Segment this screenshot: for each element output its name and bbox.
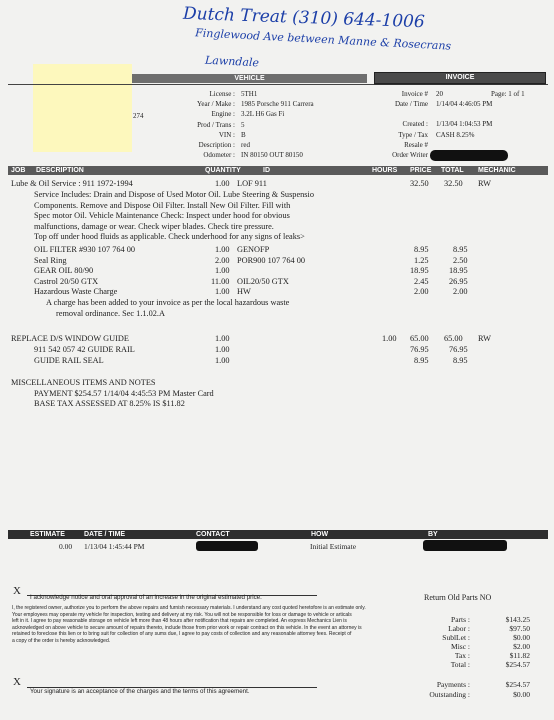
- col-hours: HOURS: [372, 167, 398, 174]
- misc-title: MISCELLANEOUS ITEMS AND NOTES: [11, 378, 156, 387]
- total-value: $11.82: [509, 651, 530, 660]
- part-total: 18.95: [449, 266, 468, 275]
- job-total: 65.00: [444, 334, 463, 343]
- part-qty: 1.00: [215, 266, 230, 275]
- total-value: $97.50: [509, 624, 530, 633]
- part-total: 2.00: [453, 287, 468, 296]
- misc-tax: BASE TAX ASSESSED AT 8.25% IS $11.82: [34, 399, 185, 408]
- part-qty: 1.00: [215, 355, 230, 365]
- description-line: Service Includes: Drain and Dispose of Used Motor Oil. Lube Steering & Suspensio: [34, 190, 314, 199]
- vehicle-label: Description :: [198, 141, 235, 150]
- invoice-number: 20: [436, 90, 443, 98]
- vehicle-label: VIN :: [218, 130, 235, 139]
- invoice-datetime-label: Date / Time: [394, 100, 428, 109]
- part-price: 1.25: [414, 255, 429, 265]
- invoice-box-rule: [374, 84, 546, 85]
- job-title: REPLACE D/S WINDOW GUIDE: [11, 334, 129, 343]
- invoice-type-label: Type / Tax: [398, 130, 428, 139]
- part-price: 8.95: [414, 355, 429, 365]
- vehicle-description: red: [241, 141, 250, 150]
- signature-mark: X: [13, 676, 21, 688]
- job-qty: 1.00: [215, 179, 230, 188]
- description-line: Spec motor Oil. Vehicle Maintenance Check: Inspect under hood for obvious: [34, 211, 290, 220]
- part-total: 2.50: [453, 255, 468, 265]
- part-qty: 1.00: [215, 245, 230, 254]
- by-redaction: [423, 540, 507, 551]
- vehicle-header: [132, 74, 367, 83]
- part-total: 8.95: [453, 355, 468, 365]
- legal-line: I, the registered owner, authorize you to perform the above repairs and furnish necessary materials. I understand any cost quoted heretofore is an estimate only.: [12, 605, 366, 611]
- part-id: HW: [237, 287, 251, 296]
- part-row: [0, 266, 554, 277]
- col-mechanic: MECHANIC: [478, 167, 516, 174]
- payments-value: $254.57: [505, 680, 530, 689]
- total-row: [410, 615, 530, 624]
- part-row: [0, 277, 554, 288]
- part-name: Seal Ring: [34, 255, 67, 265]
- vehicle-header-label: VEHICLE: [234, 75, 265, 82]
- description-line: Top off under hood fluids as applicable. Check underhood for any signs of leaks>: [34, 232, 305, 241]
- order-writer-redaction: [430, 150, 508, 161]
- total-label: SublLet :: [442, 633, 470, 642]
- part-name: Castrol 20/50 GTX: [34, 276, 99, 286]
- invoice-writer-label: Order Writer: [392, 151, 428, 160]
- outstanding-row: [410, 690, 530, 699]
- invoice-page: Page: 1 of 1: [491, 90, 525, 98]
- total-value: $143.25: [505, 615, 530, 624]
- part-name: OIL FILTER #930 107 764 00: [34, 245, 136, 254]
- job-qty: 1.00: [215, 334, 230, 343]
- invoice-header-label: INVOICE: [445, 74, 475, 81]
- redaction-block: [33, 64, 132, 152]
- job-title: Lube & Oil Service : 911 1972-1994: [11, 179, 133, 188]
- part-name: GUIDE RAIL SEAL: [34, 355, 104, 365]
- acceptance-text: Your signature is an acceptance of the charges and the terms of this agreement.: [30, 688, 250, 695]
- description-line: malfunctions, damage or wear. Check wiper blades. Check tire pressure.: [34, 221, 274, 231]
- payments-label: Payments :: [436, 680, 470, 689]
- hazardous-note: [46, 298, 289, 319]
- invoice-type: CASH 8.25%: [436, 130, 475, 139]
- total-row: [410, 660, 530, 669]
- legal-line: retained to foreclose this lien or to bring suit for collection of any sums due, I agree to pay costs of collection and any reasonable attorney fees. Receipt of: [12, 631, 352, 637]
- job-row: [0, 179, 554, 190]
- note-line: A charge has been added to your invoice as per the local hazardous waste: [46, 298, 290, 307]
- outstanding-label: Outstanding :: [429, 690, 470, 699]
- legal-line: Your employees may operate my vehicle for inspection, testing and delivery at my risk. You will not be responsible for loss or damage to vehicle or articals: [12, 611, 352, 618]
- part-price: 2.45: [414, 276, 429, 286]
- part-total: 26.95: [449, 276, 468, 286]
- total-label: Tax :: [454, 651, 470, 660]
- payments-row: [410, 680, 530, 689]
- invoice-created-label: Created :: [402, 120, 428, 129]
- job-mechanic: RW: [478, 179, 491, 188]
- contact-redaction: [196, 541, 258, 551]
- job-hours: 1.00: [382, 334, 397, 343]
- acknowledgement-text: I acknowledge notice and oral approval of an increase in the original estimated price.: [30, 594, 262, 601]
- part-total: 76.95: [449, 345, 468, 354]
- misc-payment: PAYMENT $254.57 1/14/04 4:45:53 PM Master Card: [34, 388, 214, 398]
- part-qty: 1.00: [215, 345, 230, 354]
- legal-terms: [12, 605, 397, 644]
- part-row: [0, 256, 554, 267]
- vehicle-info: [160, 89, 370, 160]
- invoice-resale-label: Resale #: [404, 140, 428, 149]
- part-row: [0, 356, 554, 367]
- vehicle-vin: B: [241, 130, 246, 139]
- handwritten-address: Finglewood Ave between Manne & Rosecrans: [194, 26, 452, 53]
- col-job: JOB: [11, 167, 26, 174]
- part-id: GENOFP: [237, 245, 270, 254]
- vehicle-label: Year / Make :: [197, 100, 235, 109]
- vehicle-label: Prod / Trans :: [197, 120, 235, 129]
- legal-line: left in it. I agree to pay reasonable storage on vehicle left more than 48 hours after notification that repairs are completed. An express Mechanics Lien is: [12, 618, 347, 624]
- part-price: 18.95: [410, 266, 429, 275]
- col-id: ID: [263, 167, 270, 174]
- total-row: [410, 651, 530, 660]
- total-row: [410, 633, 530, 642]
- customer-partial-digits: 274: [133, 112, 144, 120]
- col-quantity: QUANTITY: [205, 167, 241, 174]
- estimate-amount: 0.00: [59, 542, 73, 551]
- vehicle-year-make: 1985 Porsche 911 Carrera: [241, 100, 314, 109]
- total-label: Misc :: [451, 642, 470, 651]
- part-price: 8.95: [414, 245, 429, 254]
- total-label: Labor :: [448, 624, 470, 633]
- total-row: [410, 624, 530, 633]
- vehicle-prod-trans: 5: [241, 120, 245, 129]
- legal-line: a copy of the order is hereby acknowledged.: [12, 637, 111, 644]
- total-value: $2.00: [513, 642, 530, 651]
- part-qty: 11.00: [211, 276, 230, 286]
- handwritten-shop-name: Dutch Treat (310) 644-1006: [182, 3, 426, 33]
- estimate-col: CONTACT: [196, 531, 230, 538]
- part-row: [0, 345, 554, 356]
- estimate-col: DATE / TIME: [84, 531, 126, 538]
- vehicle-label: Odometer :: [203, 151, 235, 160]
- part-row: [0, 245, 554, 256]
- outstanding-value: $0.00: [513, 690, 530, 699]
- estimate-col: ESTIMATE: [30, 531, 65, 538]
- vehicle-license: 5TH1: [241, 90, 258, 98]
- part-row: [0, 287, 554, 298]
- job-price: 65.00: [410, 334, 429, 343]
- legal-line: acknowledged on above vehicle to secure amount of repairs thereto, include those from prior work or repair contract on this vehicle. In the event an attorney is: [12, 624, 362, 631]
- job-id: LOF 911: [237, 179, 267, 188]
- part-name: 911 542 057 42 GUIDE RAIL: [34, 345, 135, 354]
- job-description: [34, 190, 314, 243]
- col-description: DESCRIPTION: [36, 167, 84, 174]
- part-name: GEAR OIL 80/90: [34, 266, 94, 275]
- vehicle-label: License :: [209, 90, 235, 98]
- estimate-header: [8, 530, 548, 539]
- misc-section: [11, 378, 214, 410]
- invoice-created: 1/13/04 1:04:53 PM: [436, 120, 493, 129]
- part-qty: 2.00: [215, 255, 230, 265]
- columns-header: [8, 166, 548, 175]
- invoice-header: [374, 72, 546, 84]
- total-value: $254.57: [505, 660, 530, 669]
- estimate-col: BY: [428, 531, 438, 538]
- col-total: TOTAL: [441, 167, 464, 174]
- part-price: 76.95: [410, 345, 429, 354]
- invoice-datetime: 1/14/04 4:46:05 PM: [436, 100, 493, 109]
- part-total: 8.95: [453, 245, 468, 254]
- col-price: PRICE: [410, 167, 432, 174]
- total-label: Total :: [450, 660, 470, 669]
- part-id: POR900 107 764 00: [237, 255, 305, 265]
- estimate-col: HOW: [311, 531, 329, 538]
- total-row: [410, 642, 530, 651]
- job-price: 32.50: [410, 179, 429, 188]
- total-value: $0.00: [513, 633, 530, 642]
- handwritten-city: Lawndale: [204, 53, 260, 70]
- estimate-datetime: 1/13/04 1:45:44 PM: [84, 542, 145, 551]
- part-name: Hazardous Waste Charge: [34, 287, 118, 296]
- part-id: OIL20/50 GTX: [237, 276, 289, 286]
- estimate-how: Initial Estimate: [310, 542, 357, 551]
- vehicle-engine: 3.2L H6 Gas Fi: [241, 110, 285, 119]
- description-line: Components. Remove and Dispose Oil Filter. Install New Oil Filter. Fill with: [34, 200, 291, 210]
- vehicle-odometer: IN 80150 OUT 80150: [241, 151, 303, 160]
- return-old-parts: Return Old Parts NO: [424, 593, 492, 602]
- vehicle-label: Engine :: [211, 110, 235, 119]
- signature-mark: X: [13, 585, 21, 597]
- part-price: 2.00: [414, 287, 429, 296]
- part-qty: 1.00: [215, 287, 230, 296]
- job-total: 32.50: [444, 179, 463, 188]
- job-row: [0, 334, 554, 345]
- job-mechanic: RW: [478, 334, 491, 343]
- note-line: removal ordinance. Sec 1.1.02.A: [56, 308, 165, 318]
- invoice-number-label: Invoice #: [401, 90, 428, 98]
- total-label: Parts :: [451, 615, 470, 624]
